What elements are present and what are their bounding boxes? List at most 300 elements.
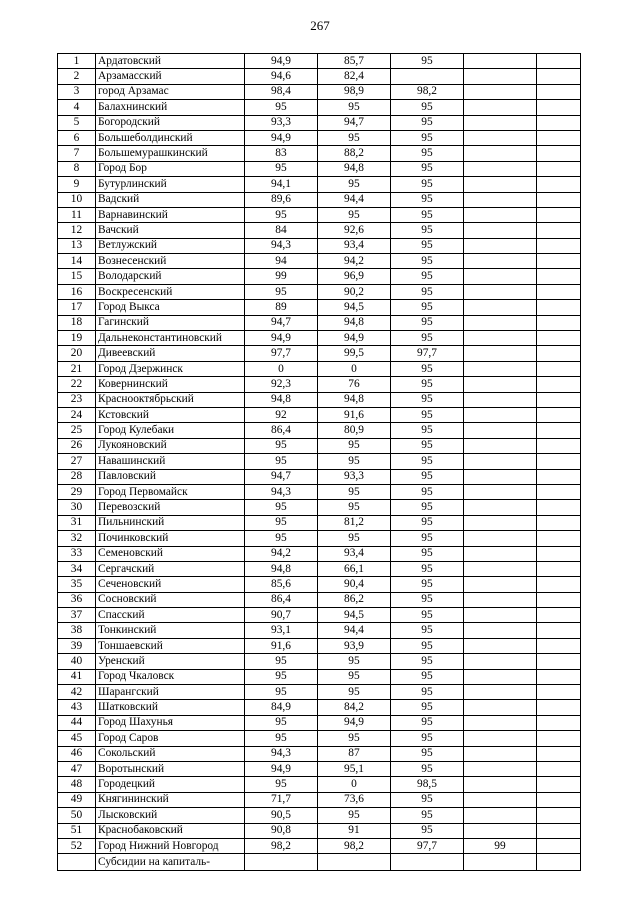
district-name: Тоншаевский (96, 638, 245, 653)
value-col-5 (537, 161, 581, 176)
value-col-3: 95 (391, 500, 464, 515)
district-name: Краснобаковский (96, 823, 245, 838)
value-col-3: 95 (391, 623, 464, 638)
district-name: Большеболдинский (96, 130, 245, 145)
district-name: Павловский (96, 469, 245, 484)
value-col-2: 95 (318, 207, 391, 222)
value-col-1: 84 (245, 223, 318, 238)
district-name: Большемурашкинский (96, 146, 245, 161)
value-col-3: 95 (391, 407, 464, 422)
row-number: 1 (58, 54, 96, 69)
value-col-2 (318, 854, 391, 871)
table-body (58, 54, 581, 871)
value-col-5 (537, 515, 581, 530)
row-number: 37 (58, 608, 96, 623)
table-row (58, 500, 581, 515)
district-name: Шарангский (96, 685, 245, 700)
table-row (58, 638, 581, 653)
value-col-4 (464, 854, 537, 871)
value-col-5 (537, 484, 581, 499)
value-col-3: 95 (391, 423, 464, 438)
row-number: 4 (58, 100, 96, 115)
value-col-2: 94,4 (318, 192, 391, 207)
value-col-3: 95 (391, 577, 464, 592)
row-number: 20 (58, 346, 96, 361)
value-col-4 (464, 254, 537, 269)
value-col-3: 95 (391, 207, 464, 222)
value-col-4 (464, 823, 537, 838)
district-name: Город Нижний Новгород (96, 838, 245, 853)
row-number: 27 (58, 454, 96, 469)
value-col-2: 95 (318, 685, 391, 700)
district-name: город Арзамас (96, 84, 245, 99)
value-col-5 (537, 284, 581, 299)
district-name: Сосновский (96, 592, 245, 607)
district-name: Вачский (96, 223, 245, 238)
value-col-1: 92,3 (245, 377, 318, 392)
value-col-4 (464, 700, 537, 715)
value-col-5 (537, 115, 581, 130)
value-col-1: 95 (245, 454, 318, 469)
value-col-3: 95 (391, 515, 464, 530)
value-col-5 (537, 715, 581, 730)
value-col-3 (391, 854, 464, 871)
value-col-1: 95 (245, 654, 318, 669)
value-col-2: 94,5 (318, 608, 391, 623)
value-col-4 (464, 746, 537, 761)
value-col-1: 95 (245, 531, 318, 546)
value-col-1: 71,7 (245, 792, 318, 807)
value-col-5 (537, 207, 581, 222)
value-col-2: 98,9 (318, 84, 391, 99)
table-row (58, 54, 581, 69)
value-col-2: 99,5 (318, 346, 391, 361)
value-col-3: 98,5 (391, 777, 464, 792)
district-name: Вознесенский (96, 254, 245, 269)
value-col-1: 94,7 (245, 469, 318, 484)
district-name: Воскресенский (96, 284, 245, 299)
value-col-1: 94,9 (245, 54, 318, 69)
district-name: Город Первомайск (96, 484, 245, 499)
value-col-3: 95 (391, 238, 464, 253)
value-col-4 (464, 284, 537, 299)
table-row (58, 515, 581, 530)
row-number: 40 (58, 654, 96, 669)
district-name: Дивеевский (96, 346, 245, 361)
row-number: 12 (58, 223, 96, 238)
value-col-2: 94,8 (318, 161, 391, 176)
value-col-5 (537, 469, 581, 484)
table-row (58, 838, 581, 853)
district-name: Сергачский (96, 561, 245, 576)
value-col-3: 98,2 (391, 84, 464, 99)
value-col-2: 92,6 (318, 223, 391, 238)
value-col-4 (464, 500, 537, 515)
value-col-3: 95 (391, 808, 464, 823)
district-name: Семеновский (96, 546, 245, 561)
value-col-1: 94 (245, 254, 318, 269)
value-col-3: 95 (391, 654, 464, 669)
row-number: 30 (58, 500, 96, 515)
value-col-1: 94,3 (245, 746, 318, 761)
value-col-3: 95 (391, 438, 464, 453)
value-col-2: 95 (318, 531, 391, 546)
table-row (58, 69, 581, 84)
row-number: 49 (58, 792, 96, 807)
value-col-5 (537, 608, 581, 623)
value-col-4 (464, 608, 537, 623)
value-col-3: 95 (391, 54, 464, 69)
value-col-2: 90,4 (318, 577, 391, 592)
table-row (58, 346, 581, 361)
value-col-3: 95 (391, 223, 464, 238)
value-col-5 (537, 269, 581, 284)
value-col-3: 95 (391, 392, 464, 407)
value-col-5 (537, 761, 581, 776)
value-col-5 (537, 177, 581, 192)
district-name: Городецкий (96, 777, 245, 792)
value-col-1: 84,9 (245, 700, 318, 715)
row-number: 14 (58, 254, 96, 269)
value-col-3: 95 (391, 377, 464, 392)
value-col-5 (537, 54, 581, 69)
value-col-2: 95 (318, 438, 391, 453)
value-col-2: 91,6 (318, 407, 391, 422)
table-row (58, 623, 581, 638)
row-number (58, 854, 96, 871)
table-row (58, 561, 581, 576)
value-col-1: 95 (245, 284, 318, 299)
value-col-4 (464, 685, 537, 700)
value-col-3: 95 (391, 700, 464, 715)
row-number: 42 (58, 685, 96, 700)
value-col-5 (537, 777, 581, 792)
table-row (58, 284, 581, 299)
table-row (58, 669, 581, 684)
value-col-5 (537, 238, 581, 253)
value-col-2: 95,1 (318, 761, 391, 776)
value-col-4 (464, 269, 537, 284)
value-col-1: 94,9 (245, 130, 318, 145)
value-col-2: 80,9 (318, 423, 391, 438)
district-name: Балахнинский (96, 100, 245, 115)
row-number: 17 (58, 300, 96, 315)
table-row (58, 654, 581, 669)
value-col-3: 95 (391, 484, 464, 499)
value-col-4 (464, 146, 537, 161)
value-col-3: 95 (391, 454, 464, 469)
table-row (58, 238, 581, 253)
table-row (58, 484, 581, 499)
row-number: 50 (58, 808, 96, 823)
row-number: 36 (58, 592, 96, 607)
value-col-1: 89 (245, 300, 318, 315)
row-number: 22 (58, 377, 96, 392)
value-col-1: 93,1 (245, 623, 318, 638)
value-col-1: 95 (245, 207, 318, 222)
value-col-1: 95 (245, 669, 318, 684)
value-col-5 (537, 654, 581, 669)
value-col-5 (537, 361, 581, 376)
table-row (58, 84, 581, 99)
value-col-4 (464, 577, 537, 592)
value-col-3: 95 (391, 331, 464, 346)
row-number: 28 (58, 469, 96, 484)
district-name: Субсидии на капиталь- (96, 854, 245, 871)
table-row (58, 146, 581, 161)
value-col-4 (464, 454, 537, 469)
value-col-1: 90,5 (245, 808, 318, 823)
value-col-1: 90,8 (245, 823, 318, 838)
district-name: Навашинский (96, 454, 245, 469)
value-col-5 (537, 315, 581, 330)
row-number: 48 (58, 777, 96, 792)
value-col-1: 95 (245, 438, 318, 453)
value-col-4 (464, 484, 537, 499)
value-col-1: 83 (245, 146, 318, 161)
table-row (58, 269, 581, 284)
value-col-2: 95 (318, 669, 391, 684)
value-col-3: 95 (391, 746, 464, 761)
district-name: Город Чкаловск (96, 669, 245, 684)
value-col-3: 95 (391, 561, 464, 576)
value-col-2: 93,4 (318, 546, 391, 561)
value-col-4 (464, 115, 537, 130)
value-col-4 (464, 207, 537, 222)
value-col-5 (537, 500, 581, 515)
row-number: 8 (58, 161, 96, 176)
value-col-1: 94,3 (245, 238, 318, 253)
value-col-4 (464, 423, 537, 438)
value-col-4 (464, 546, 537, 561)
value-col-1: 94,9 (245, 761, 318, 776)
value-col-4 (464, 361, 537, 376)
value-col-3: 97,7 (391, 838, 464, 853)
value-col-3: 95 (391, 177, 464, 192)
district-name: Сеченовский (96, 577, 245, 592)
value-col-2: 94,8 (318, 315, 391, 330)
district-name: Арзамасский (96, 69, 245, 84)
value-col-2: 0 (318, 777, 391, 792)
value-col-5 (537, 638, 581, 653)
value-col-5 (537, 423, 581, 438)
value-col-2: 95 (318, 500, 391, 515)
value-col-5 (537, 531, 581, 546)
row-number: 13 (58, 238, 96, 253)
value-col-1: 89,6 (245, 192, 318, 207)
value-col-2: 94,7 (318, 115, 391, 130)
table-row (58, 100, 581, 115)
value-col-3: 95 (391, 161, 464, 176)
value-col-5 (537, 331, 581, 346)
value-col-4 (464, 84, 537, 99)
table-row (58, 746, 581, 761)
value-col-5 (537, 300, 581, 315)
district-name: Княгининский (96, 792, 245, 807)
value-col-4 (464, 377, 537, 392)
value-col-1: 94,7 (245, 315, 318, 330)
value-col-1: 94,8 (245, 561, 318, 576)
district-name: Лукояновский (96, 438, 245, 453)
value-col-3: 95 (391, 608, 464, 623)
value-col-4 (464, 192, 537, 207)
value-col-4 (464, 438, 537, 453)
table-row (58, 207, 581, 222)
value-col-4 (464, 238, 537, 253)
district-name: Спасский (96, 608, 245, 623)
value-col-4 (464, 761, 537, 776)
value-col-2: 98,2 (318, 838, 391, 853)
value-col-5 (537, 623, 581, 638)
value-col-4 (464, 792, 537, 807)
value-col-4 (464, 469, 537, 484)
value-col-4 (464, 54, 537, 69)
value-col-2: 94,8 (318, 392, 391, 407)
district-name: Ковернинский (96, 377, 245, 392)
value-col-2: 95 (318, 808, 391, 823)
value-col-1: 97,7 (245, 346, 318, 361)
value-col-2: 0 (318, 361, 391, 376)
value-col-2: 73,6 (318, 792, 391, 807)
value-col-3: 95 (391, 715, 464, 730)
district-name: Починковский (96, 531, 245, 546)
value-col-3: 95 (391, 192, 464, 207)
value-col-4 (464, 669, 537, 684)
value-col-1: 93,3 (245, 115, 318, 130)
value-col-1: 95 (245, 515, 318, 530)
row-number: 34 (58, 561, 96, 576)
table-row (58, 577, 581, 592)
row-number: 44 (58, 715, 96, 730)
table-row (58, 161, 581, 176)
table-row (58, 438, 581, 453)
value-col-5 (537, 392, 581, 407)
value-col-3: 97,7 (391, 346, 464, 361)
table-row (58, 192, 581, 207)
district-name: Воротынский (96, 761, 245, 776)
district-name: Город Выкса (96, 300, 245, 315)
value-col-5 (537, 561, 581, 576)
row-number: 5 (58, 115, 96, 130)
value-col-4 (464, 592, 537, 607)
value-col-1: 98,2 (245, 838, 318, 853)
row-number: 15 (58, 269, 96, 284)
page-number: 267 (310, 18, 330, 33)
value-col-3: 95 (391, 469, 464, 484)
value-col-1: 94,6 (245, 69, 318, 84)
row-number: 21 (58, 361, 96, 376)
value-col-3: 95 (391, 546, 464, 561)
district-name: Володарский (96, 269, 245, 284)
row-number: 2 (58, 69, 96, 84)
value-col-5 (537, 792, 581, 807)
district-name: Ветлужский (96, 238, 245, 253)
value-col-2: 84,2 (318, 700, 391, 715)
value-col-5 (537, 130, 581, 145)
value-col-2: 66,1 (318, 561, 391, 576)
table-row (58, 592, 581, 607)
row-number: 43 (58, 700, 96, 715)
value-col-5 (537, 546, 581, 561)
district-name: Лысковский (96, 808, 245, 823)
value-col-4 (464, 69, 537, 84)
value-col-5 (537, 838, 581, 853)
value-col-2: 93,9 (318, 638, 391, 653)
district-name: Варнавинский (96, 207, 245, 222)
table-row (58, 777, 581, 792)
value-col-5 (537, 669, 581, 684)
value-col-5 (537, 223, 581, 238)
value-col-5 (537, 746, 581, 761)
row-number: 45 (58, 731, 96, 746)
value-col-5 (537, 254, 581, 269)
value-col-2: 93,4 (318, 238, 391, 253)
value-col-3: 95 (391, 284, 464, 299)
district-name: Богородский (96, 115, 245, 130)
value-col-1: 0 (245, 361, 318, 376)
value-col-4: 99 (464, 838, 537, 853)
value-col-2: 90,2 (318, 284, 391, 299)
value-col-4 (464, 315, 537, 330)
row-number: 29 (58, 484, 96, 499)
value-col-1: 95 (245, 731, 318, 746)
district-name: Бутурлинский (96, 177, 245, 192)
value-col-5 (537, 685, 581, 700)
row-number: 11 (58, 207, 96, 222)
value-col-4 (464, 177, 537, 192)
value-col-3: 95 (391, 146, 464, 161)
value-col-5 (537, 346, 581, 361)
value-col-5 (537, 84, 581, 99)
row-number: 10 (58, 192, 96, 207)
value-col-5 (537, 592, 581, 607)
value-col-1: 86,4 (245, 592, 318, 607)
value-col-1: 94,2 (245, 546, 318, 561)
value-col-2: 95 (318, 731, 391, 746)
value-col-4 (464, 561, 537, 576)
table-row (58, 223, 581, 238)
value-col-5 (537, 377, 581, 392)
row-number: 9 (58, 177, 96, 192)
value-col-2: 82,4 (318, 69, 391, 84)
value-col-2: 94,9 (318, 715, 391, 730)
row-number: 52 (58, 838, 96, 853)
row-number: 25 (58, 423, 96, 438)
value-col-3: 95 (391, 792, 464, 807)
value-col-1: 90,7 (245, 608, 318, 623)
value-col-1: 95 (245, 500, 318, 515)
row-number: 47 (58, 761, 96, 776)
value-col-4 (464, 654, 537, 669)
table-row (58, 392, 581, 407)
district-name: Кстовский (96, 407, 245, 422)
district-name: Город Дзержинск (96, 361, 245, 376)
table-row (58, 546, 581, 561)
value-col-3: 95 (391, 100, 464, 115)
row-number: 23 (58, 392, 96, 407)
value-col-2: 94,5 (318, 300, 391, 315)
value-col-2: 94,2 (318, 254, 391, 269)
table-row (58, 715, 581, 730)
value-col-3: 95 (391, 254, 464, 269)
value-col-3: 95 (391, 685, 464, 700)
value-col-2: 96,9 (318, 269, 391, 284)
value-col-3: 95 (391, 731, 464, 746)
value-col-4 (464, 223, 537, 238)
value-col-1: 94,8 (245, 392, 318, 407)
value-col-2: 94,9 (318, 331, 391, 346)
value-col-1: 95 (245, 685, 318, 700)
